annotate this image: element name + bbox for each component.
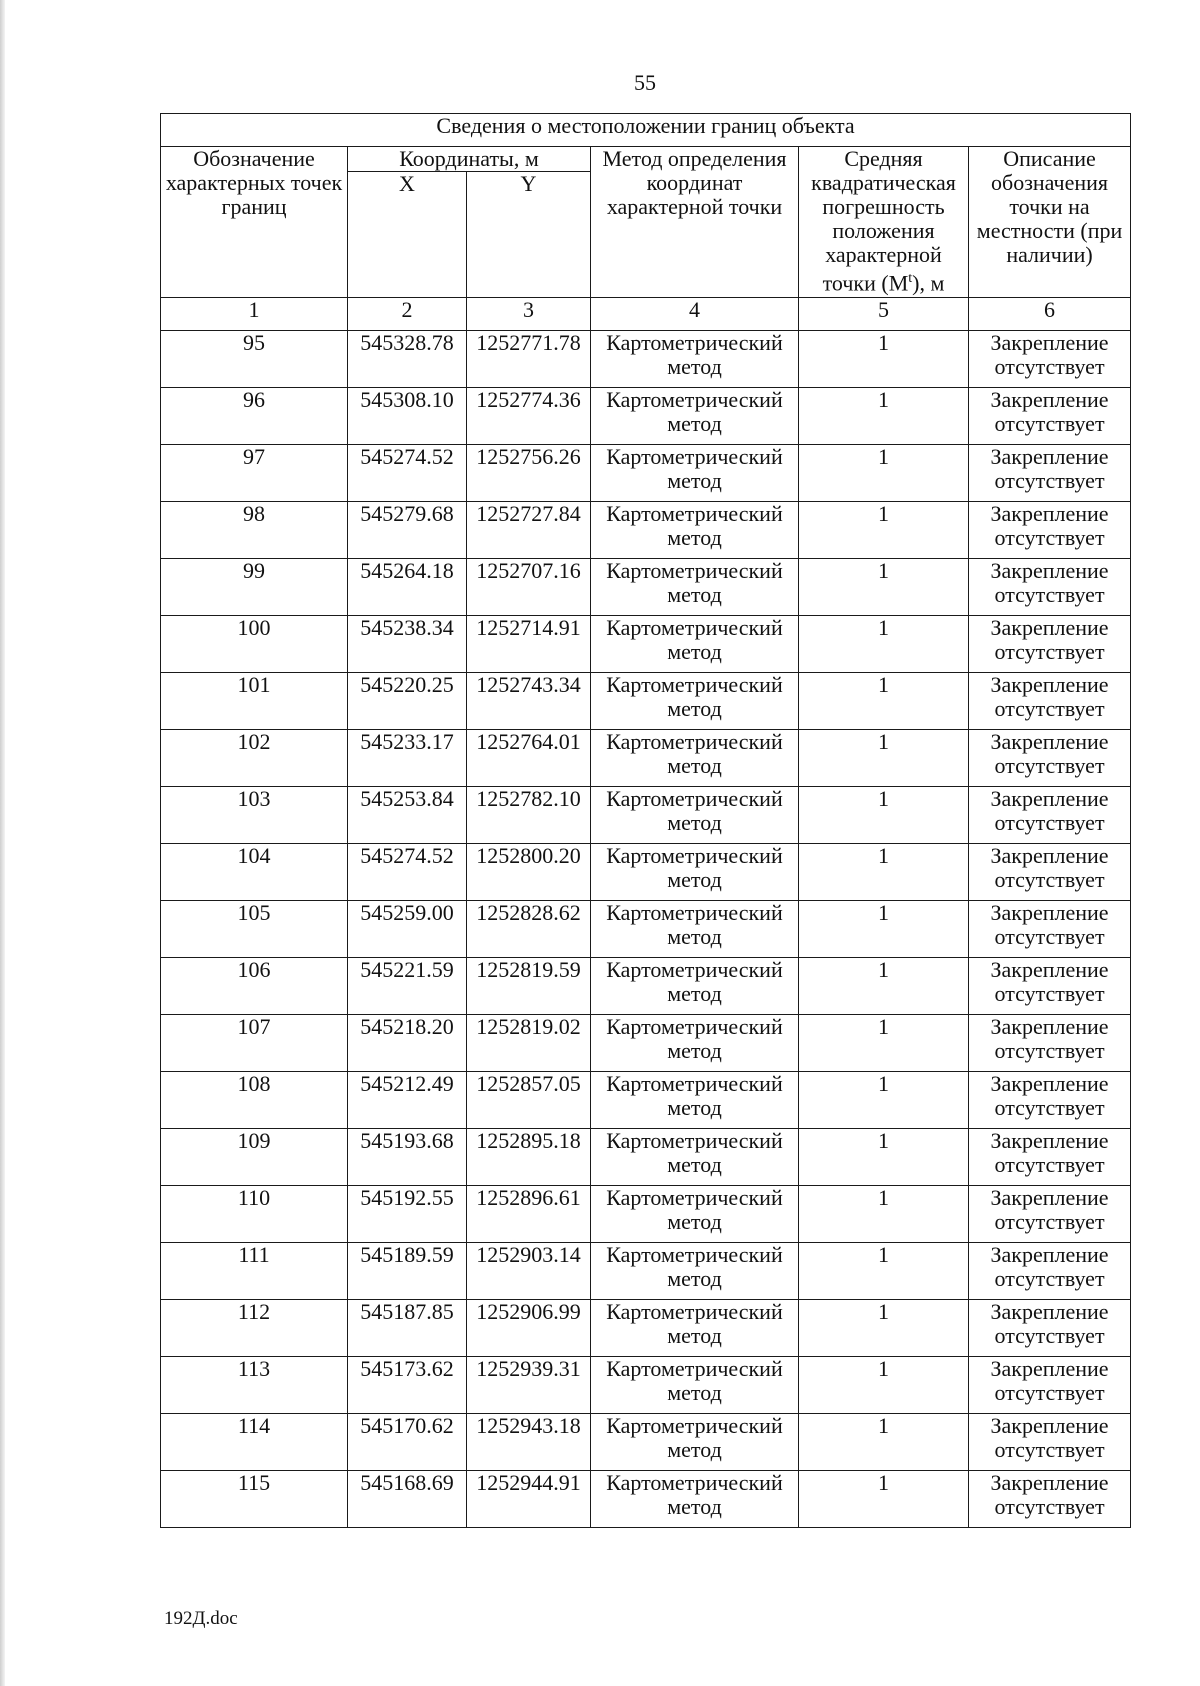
cell-accuracy: 1 (799, 958, 969, 1015)
cell-accuracy: 1 (799, 1015, 969, 1072)
cell-x: 545173.62 (348, 1357, 467, 1414)
cell-accuracy: 1 (799, 616, 969, 673)
cell-method: Картометрический метод (591, 445, 799, 502)
cell-description: Закрепление отсутствует (969, 673, 1131, 730)
cell-x: 545170.62 (348, 1414, 467, 1471)
cell-description: Закрепление отсутствует (969, 502, 1131, 559)
boundary-table (160, 113, 1131, 1528)
cell-method: Картометрический метод (591, 1300, 799, 1357)
cell-accuracy: 1 (799, 445, 969, 502)
cell-method: Картометрический метод (591, 730, 799, 787)
cell-method: Картометрический метод (591, 787, 799, 844)
cell-point: 110 (161, 1186, 348, 1243)
cell-x: 545189.59 (348, 1243, 467, 1300)
cell-accuracy: 1 (799, 844, 969, 901)
cell-point: 104 (161, 844, 348, 901)
cell-y: 1252743.34 (467, 673, 591, 730)
cell-accuracy: 1 (799, 1186, 969, 1243)
cell-method: Картометрический метод (591, 388, 799, 445)
table-body (161, 331, 1131, 1528)
cell-description: Закрепление отсутствует (969, 1186, 1131, 1243)
table-row (161, 730, 1131, 787)
header-x: X (348, 172, 467, 298)
cell-method: Картометрический метод (591, 1129, 799, 1186)
cell-y: 1252727.84 (467, 502, 591, 559)
cell-accuracy: 1 (799, 673, 969, 730)
cell-method: Картометрический метод (591, 1243, 799, 1300)
cell-x: 545274.52 (348, 844, 467, 901)
cell-method: Картометрический метод (591, 331, 799, 388)
cell-y: 1252943.18 (467, 1414, 591, 1471)
cell-point: 103 (161, 787, 348, 844)
cell-y: 1252764.01 (467, 730, 591, 787)
cell-y: 1252714.91 (467, 616, 591, 673)
cell-accuracy: 1 (799, 1072, 969, 1129)
cell-description: Закрепление отсутствует (969, 559, 1131, 616)
cell-description: Закрепление отсутствует (969, 844, 1131, 901)
table-row (161, 1186, 1131, 1243)
cell-point: 97 (161, 445, 348, 502)
cell-accuracy: 1 (799, 901, 969, 958)
cell-x: 545187.85 (348, 1300, 467, 1357)
cell-y: 1252756.26 (467, 445, 591, 502)
cell-x: 545212.49 (348, 1072, 467, 1129)
cell-y: 1252771.78 (467, 331, 591, 388)
cell-description: Закрепление отсутствует (969, 958, 1131, 1015)
cell-accuracy: 1 (799, 1300, 969, 1357)
cell-x: 545233.17 (348, 730, 467, 787)
cell-description: Закрепление отсутствует (969, 1015, 1131, 1072)
cell-y: 1252707.16 (467, 559, 591, 616)
cell-accuracy: 1 (799, 331, 969, 388)
cell-y: 1252828.62 (467, 901, 591, 958)
cell-y: 1252906.99 (467, 1300, 591, 1357)
cell-point: 109 (161, 1129, 348, 1186)
header-accuracy-tail: ), м (912, 270, 945, 296)
cell-description: Закрепление отсутствует (969, 901, 1131, 958)
footer-filename: 192Д.doc (164, 1608, 238, 1629)
cell-method: Картометрический метод (591, 673, 799, 730)
cell-y: 1252857.05 (467, 1072, 591, 1129)
table-row (161, 844, 1131, 901)
column-number: 2 (348, 298, 467, 331)
cell-method: Картометрический метод (591, 1186, 799, 1243)
cell-x: 545193.68 (348, 1129, 467, 1186)
cell-description: Закрепление отсутствует (969, 1414, 1131, 1471)
cell-method: Картометрический метод (591, 1471, 799, 1528)
cell-x: 545220.25 (348, 673, 467, 730)
header-description: Описание обозначения точки на местности (при наличии) (969, 147, 1131, 298)
header-accuracy-text: Средняя квадратическая погрешность положения характерной точки (М (811, 146, 956, 296)
cell-point: 101 (161, 673, 348, 730)
cell-accuracy: 1 (799, 1243, 969, 1300)
cell-y: 1252944.91 (467, 1471, 591, 1528)
cell-point: 106 (161, 958, 348, 1015)
cell-accuracy: 1 (799, 730, 969, 787)
header-y: Y (467, 172, 591, 298)
cell-x: 545221.59 (348, 958, 467, 1015)
cell-x: 545264.18 (348, 559, 467, 616)
column-number: 5 (799, 298, 969, 331)
cell-description: Закрепление отсутствует (969, 331, 1131, 388)
page-number: 55 (634, 70, 656, 95)
table-row (161, 331, 1131, 388)
table-row (161, 445, 1131, 502)
cell-y: 1252896.61 (467, 1186, 591, 1243)
cell-accuracy: 1 (799, 787, 969, 844)
cell-point: 114 (161, 1414, 348, 1471)
cell-point: 112 (161, 1300, 348, 1357)
cell-y: 1252800.20 (467, 844, 591, 901)
cell-point: 98 (161, 502, 348, 559)
cell-y: 1252782.10 (467, 787, 591, 844)
cell-point: 107 (161, 1015, 348, 1072)
cell-point: 96 (161, 388, 348, 445)
cell-description: Закрепление отсутствует (969, 1072, 1131, 1129)
cell-method: Картометрический метод (591, 1072, 799, 1129)
cell-description: Закрепление отсутствует (969, 1471, 1131, 1528)
cell-x: 545168.69 (348, 1471, 467, 1528)
cell-accuracy: 1 (799, 388, 969, 445)
cell-y: 1252895.18 (467, 1129, 591, 1186)
table-row (161, 958, 1131, 1015)
table-row (161, 1471, 1131, 1528)
cell-method: Картометрический метод (591, 502, 799, 559)
cell-point: 113 (161, 1357, 348, 1414)
cell-description: Закрепление отсутствует (969, 1357, 1131, 1414)
cell-x: 545279.68 (348, 502, 467, 559)
cell-point: 102 (161, 730, 348, 787)
column-number: 3 (467, 298, 591, 331)
cell-description: Закрепление отсутствует (969, 787, 1131, 844)
cell-y: 1252939.31 (467, 1357, 591, 1414)
header-accuracy (799, 147, 969, 298)
cell-description: Закрепление отсутствует (969, 1300, 1131, 1357)
header-accuracy-sup: t (908, 271, 913, 286)
column-number: 1 (161, 298, 348, 331)
cell-point: 100 (161, 616, 348, 673)
column-number: 6 (969, 298, 1131, 331)
cell-x: 545253.84 (348, 787, 467, 844)
cell-x: 545328.78 (348, 331, 467, 388)
table-row (161, 502, 1131, 559)
header-method: Метод определения координат характерной точки (591, 147, 799, 298)
cell-method: Картометрический метод (591, 958, 799, 1015)
cell-x: 545192.55 (348, 1186, 467, 1243)
cell-method: Картометрический метод (591, 901, 799, 958)
table-row (161, 901, 1131, 958)
table-row (161, 787, 1131, 844)
cell-y: 1252819.59 (467, 958, 591, 1015)
table-row (161, 1300, 1131, 1357)
cell-description: Закрепление отсутствует (969, 445, 1131, 502)
header-coordinates: Координаты, м (348, 147, 591, 172)
table-title: Сведения о местоположении границ объекта (161, 114, 1131, 147)
cell-description: Закрепление отсутствует (969, 1243, 1131, 1300)
cell-method: Картометрический метод (591, 559, 799, 616)
cell-y: 1252903.14 (467, 1243, 591, 1300)
cell-point: 99 (161, 559, 348, 616)
cell-method: Картометрический метод (591, 1414, 799, 1471)
cell-accuracy: 1 (799, 1471, 969, 1528)
cell-method: Картометрический метод (591, 1015, 799, 1072)
table-row (161, 616, 1131, 673)
table-row (161, 559, 1131, 616)
cell-description: Закрепление отсутствует (969, 388, 1131, 445)
table-row (161, 1072, 1131, 1129)
cell-description: Закрепление отсутствует (969, 1129, 1131, 1186)
cell-accuracy: 1 (799, 1129, 969, 1186)
cell-description: Закрепление отсутствует (969, 616, 1131, 673)
table-row (161, 1414, 1131, 1471)
table-row (161, 388, 1131, 445)
cell-accuracy: 1 (799, 502, 969, 559)
table-row (161, 1243, 1131, 1300)
cell-x: 545308.10 (348, 388, 467, 445)
header-point-designation: Обозначение характерных точек границ (161, 147, 348, 298)
cell-point: 95 (161, 331, 348, 388)
cell-y: 1252774.36 (467, 388, 591, 445)
cell-x: 545259.00 (348, 901, 467, 958)
cell-x: 545274.52 (348, 445, 467, 502)
cell-y: 1252819.02 (467, 1015, 591, 1072)
cell-method: Картометрический метод (591, 844, 799, 901)
cell-x: 545238.34 (348, 616, 467, 673)
cell-accuracy: 1 (799, 1414, 969, 1471)
column-number: 4 (591, 298, 799, 331)
cell-accuracy: 1 (799, 1357, 969, 1414)
column-number-row (161, 298, 1131, 331)
cell-point: 111 (161, 1243, 348, 1300)
cell-x: 545218.20 (348, 1015, 467, 1072)
cell-point: 108 (161, 1072, 348, 1129)
table-row (161, 1015, 1131, 1072)
cell-method: Картометрический метод (591, 616, 799, 673)
cell-method: Картометрический метод (591, 1357, 799, 1414)
cell-point: 115 (161, 1471, 348, 1528)
table-row (161, 673, 1131, 730)
scan-edge (0, 0, 5, 1686)
table-row (161, 1129, 1131, 1186)
cell-description: Закрепление отсутствует (969, 730, 1131, 787)
cell-point: 105 (161, 901, 348, 958)
cell-accuracy: 1 (799, 559, 969, 616)
table-row (161, 1357, 1131, 1414)
